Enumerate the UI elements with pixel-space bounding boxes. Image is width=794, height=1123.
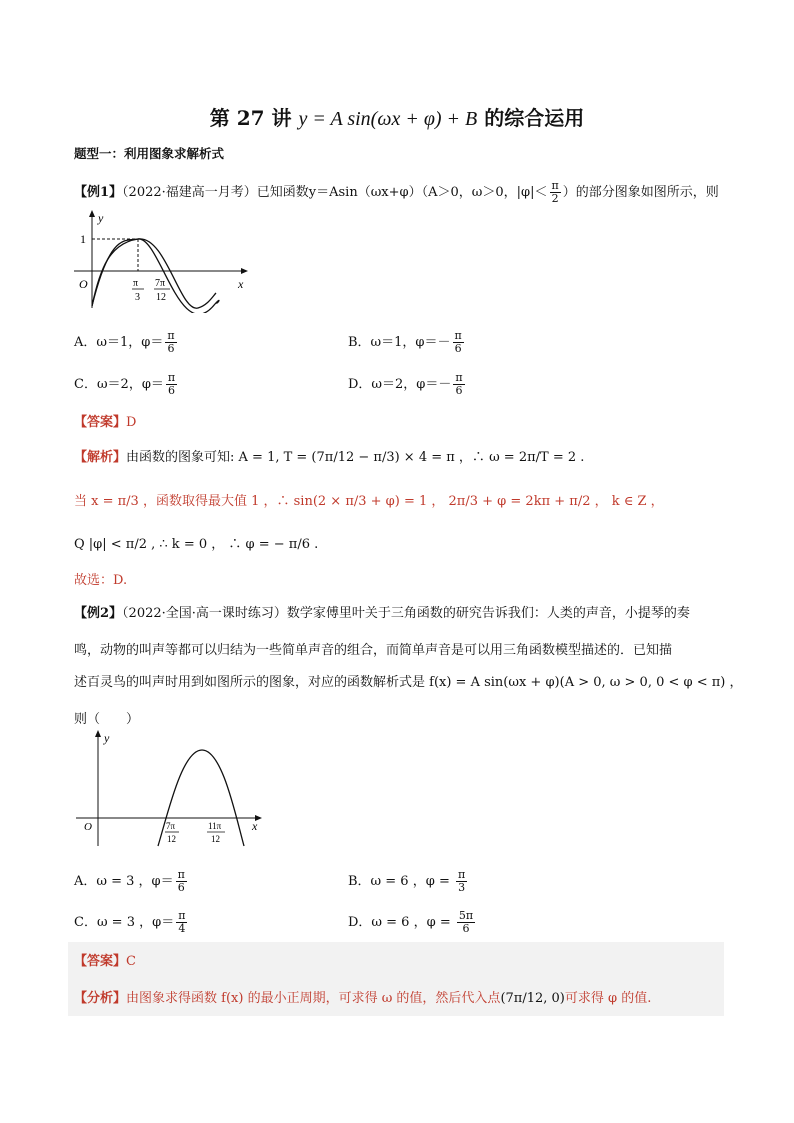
example1-stem-end: ）的部分图象如图所示，则: [562, 185, 719, 200]
title-suffix: 的综合运用: [484, 106, 585, 130]
example2-analysis: 【分析】由图象求得函数 f(x) 的最小正周期，可求得 ω 的值，然后代入点(7π/12, 0)可求得 φ 的值.: [74, 991, 652, 1006]
example2-stem-line2: 鸣，动物的叫声等都可以归结为一些简单声音的组合，而简单声音是可以用三角函数模型描述的．已知描: [74, 643, 673, 658]
graph1-max-label: 1: [80, 232, 86, 246]
example2-option-d[interactable]: D．ω = 6 ，φ = $\frac{5\pi}{6}$: [348, 909, 474, 935]
example1-tag: 【例1】: [74, 185, 123, 200]
graph2-y-label: y: [104, 731, 110, 745]
example1-conclusion: 故选：D.: [74, 573, 128, 588]
graph1-tick2-den: 12: [156, 292, 166, 303]
example2-option-a[interactable]: A．ω = 3 ，φ＝ $\frac{\pi}{6}$: [74, 868, 185, 894]
section-heading: 题型一：利用图象求解析式: [74, 146, 225, 161]
example1-stem: [74, 180, 719, 205]
graph1-x-label: x: [238, 277, 244, 291]
example2-option-c[interactable]: C．ω = 3 ，φ＝ $\frac{\pi}{4}$: [74, 909, 186, 935]
example1-option-c[interactable]: C．ω＝2，φ＝ $\frac{\pi}{6}$: [74, 371, 176, 397]
graph1-origin: O: [79, 277, 88, 291]
example1-option-a[interactable]: A．ω＝1，φ＝ $\frac{\pi}{6}$: [74, 329, 175, 355]
example1-analysis-line2: 当 x = π/3 ，函数取得最大值 1 ，∴ sin(2 × π/3 + φ) = 1 ， 2π/3 + φ = 2kπ + π/2 ， k ∈ Z ，: [74, 494, 664, 509]
page-title: [0, 102, 794, 131]
graph2-x-label: x: [252, 819, 258, 833]
example1-analysis-line1: 【解析】由函数的图象可知: A = 1, T = (7π/12 − π/3) × 4 = π ，∴ ω = 2π/T = 2 .: [74, 450, 585, 465]
example1-analysis-line3: Q |φ| < π/2 , ∴ k = 0 ， ∴ φ = − π/6 .: [74, 537, 319, 552]
example2-answer: 【答案】C: [74, 954, 136, 969]
example1-option-b[interactable]: B．ω＝1，φ＝－ $\frac{\pi}{6}$: [348, 329, 462, 355]
graph2-tick1-num: 7π: [166, 821, 176, 831]
example1-graph: [70, 208, 255, 313]
example2-stem-line1: 【例2】（2022·全国·高一课时练习）数学家傅里叶关于三角函数的研究告诉我们：人类的声音，小提琴的奏: [74, 606, 690, 621]
graph1-tick1-num: π: [133, 278, 139, 289]
title-formula: y = A sin(ωx + φ) + B: [298, 108, 478, 130]
example2-stem-line4: 则（ ）: [74, 712, 140, 727]
graph2-origin: O: [84, 821, 92, 833]
example2-stem-line3: 述百灵鸟的叫声时用到如图所示的图象，对应的函数解析式是 f(x) = A sin(ωx + φ)(A > 0, ω > 0, 0 < φ < π) ，: [74, 675, 743, 690]
example1-option-d[interactable]: D．ω＝2，φ＝－ $\frac{\pi}{6}$: [348, 371, 463, 397]
example2-option-b[interactable]: B．ω = 6 ，φ = $\frac{\pi}{3}$: [348, 868, 466, 894]
example1-source: （2022·福建高一月考）: [122, 185, 257, 200]
example1-answer: 【答案】D: [74, 415, 137, 430]
lecture-number: 第 27 讲: [209, 106, 292, 130]
graph2-tick2-den: 12: [211, 834, 220, 844]
graph2-tick1-den: 12: [167, 834, 176, 844]
graph1-tick1-den: 3: [135, 292, 140, 303]
example1-stem-fraction: $\frac{\pi}{2}$: [551, 179, 559, 205]
example1-stem-text: 已知函数y＝Asin（ωx+φ）（A＞0，ω＞0，|φ|＜: [256, 185, 548, 200]
graph1-y-label: y: [98, 211, 104, 225]
graph1-tick2-num: 7π: [155, 278, 166, 289]
graph2-tick2-num: 11π: [208, 821, 222, 831]
example2-graph: [72, 728, 272, 848]
